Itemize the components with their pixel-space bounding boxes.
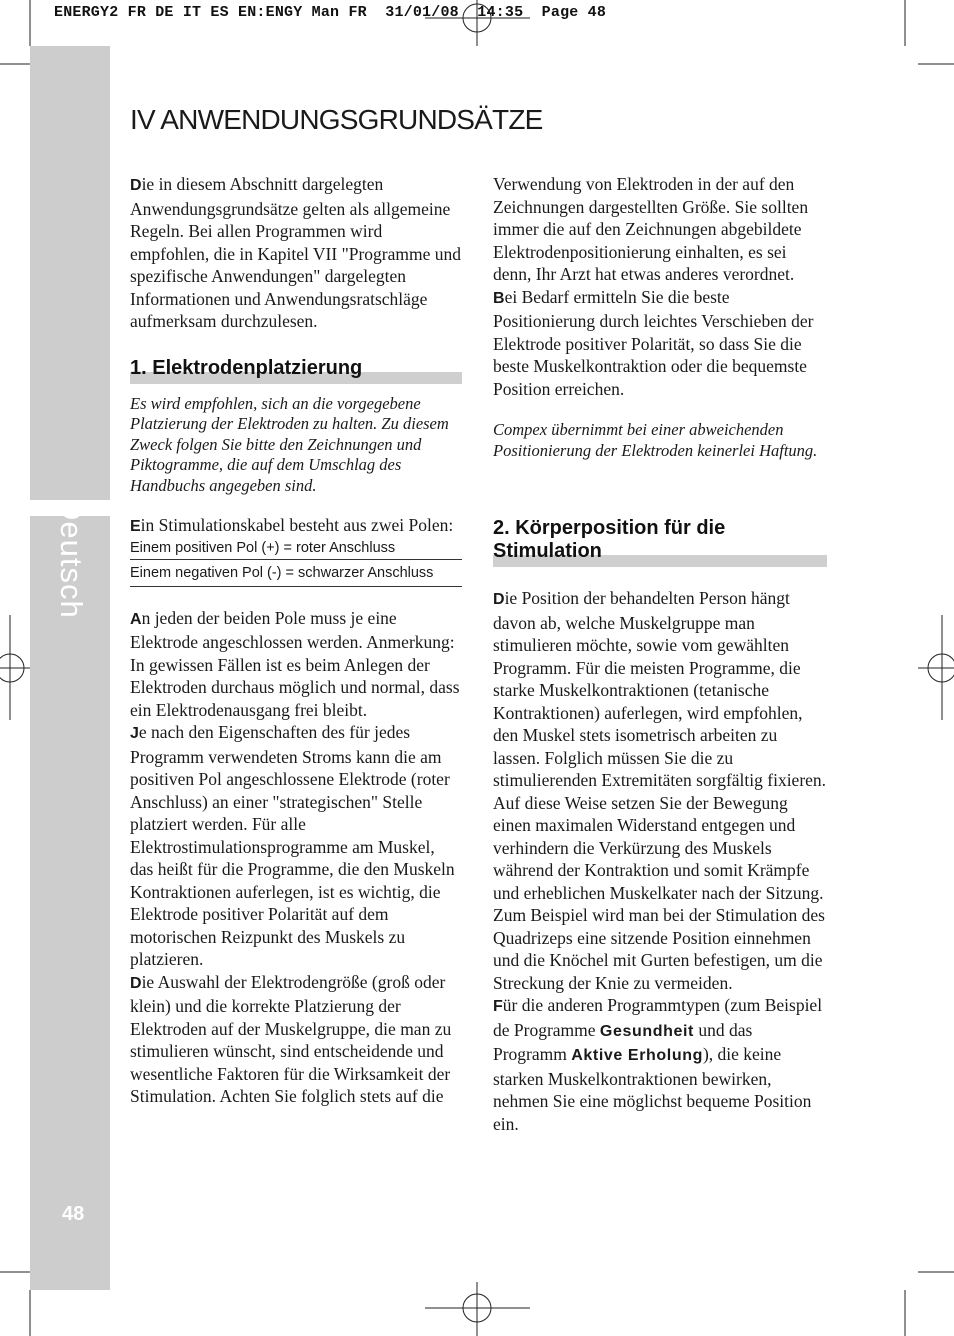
language-label: Deutsch (54, 498, 89, 619)
paragraph-j: Je nach den Eigenschaften des für jedes Programm verwendeten Stroms kann die am positiven Pol angeschlossene Elektrode (roter Anschluss) an einer "strategischen" Stelle platziert werden. Für alle Elektrostimulationsprogramme am Muskel, das heißt für die Programme, die den Muskeln Kontraktionen auferlegen, ist es wichtig, die Elektrode positiver Polarität auf dem motorischen Reizpunkt des Muskels zu platzieren. (130, 722, 455, 969)
right-column (493, 173, 827, 1135)
pole-negative-row: Einem negativen Pol (-) = schwarzer Anschluss (130, 562, 462, 587)
page-title: IV ANWENDUNGSGRUNDSÄTZE (130, 104, 543, 135)
page-number: 48 (62, 1203, 85, 1225)
drop-initial: D (493, 591, 505, 608)
section-heading-body-position: 2. Körperposition für die Stimulation (493, 517, 827, 563)
placement-note: Es wird empfohlen, sich an die vorgegebene Platzierung der Elektroden zu halten. Zu diesem Zweck folgen Sie bitte den Zeichnungen und Piktogramme, die auf dem Umschlag des Handbuchs angegeben sind. (130, 393, 449, 495)
print-slug: ENERGY2 FR DE IT ES EN:ENGY Man FR 31/01/08 14:35 Page 48 (54, 4, 607, 21)
program-name-active-recovery: Aktive Erholung (571, 1047, 703, 1064)
continued-paragraph: Verwendung von Elektroden in der auf den Zeichnungen dargestellten Größe. Sie sollten immer die auf den Zeichnungen abgebildete Elektrodenpositionierung einhalten, es sei denn, Ihr Arzt hat etwas anderes verordnet. (493, 174, 809, 284)
left-column (130, 173, 462, 1108)
cable-paragraph: Ein Stimulationskabel besteht aus zwei Polen: (130, 515, 454, 535)
paragraph-d2: Die Position der behandelten Person hängt davon ab, welche Muskelgruppe man stimulieren möchte, sowie vom gewählten Programm. Für die meisten Programme, die starke Muskelkontraktionen (tetanische Kontraktionen) auferlegen, wird empfohlen, den Muskel stets isometrisch arbeiten zu lassen. Folglich müssen Sie die zu stimulierenden Extremitäten sorgfältig fixieren. Auf diese Weise setzen Sie der Bewegung einen maximalen Widerstand entgegen und verhindern die Verkürzung des Muskels während der Kontraktion und somit Krämpfe und erheblichen Muskelkater nach der Sitzung. Zum Beispiel wird man bei der Stimulation des Quadrizeps eine sitzende Position einnehmen und die Knöchel mit Gurten befestigen, um die Streckung der Knie zu vermeiden. (493, 588, 827, 993)
drop-initial: B (493, 289, 505, 307)
drop-initial: A (130, 610, 142, 628)
drop-initial: D (130, 974, 142, 992)
drop-initial: J (130, 725, 139, 742)
drop-initial: F (493, 998, 503, 1015)
pole-positive-row: Einem positiven Pol (+) = roter Anschluss (130, 539, 462, 560)
paragraph-d: Die Auswahl der Elektrodengröße (groß oder klein) und die korrekte Platzierung der Elektroden auf der Muskelgruppe, die man zu stimulieren wünscht, sind entscheidende und wesentliche Faktoren für die Wirksamkeit der Stimulation. Achten Sie folglich stets auf die (130, 971, 452, 1106)
paragraph-f: Für die anderen Programmtypen (zum Beispiel de Programme Gesundheit und das Programm Aktive Erholung), die keine starken Muskelkontraktionen bewirken, nehmen Sie eine möglichst bequeme Position ein. (493, 995, 823, 1134)
program-name-health: Gesundheit (599, 1022, 694, 1040)
section-heading-electrode-placement: 1. Elektrodenplatzierung (130, 357, 462, 380)
intro-paragraph: Die in diesem Abschnitt dargelegten Anwendungsgrundsätze gelten als allgemeine Regeln. Bei allen Programmen wird empfohlen, die in Kapitel VII "Programme und spezifische Anwendungen" dargelegten Informationen und Anwendungsratschläge aufmerksam durchzulesen. (130, 174, 461, 331)
drop-initial: E (130, 518, 141, 535)
language-sidebar (30, 46, 110, 1290)
liability-note: Compex übernimmt bei einer abweichenden Positionierung der Elektroden keinerlei Haftung. (493, 420, 818, 460)
paragraph-b: Bei Bedarf ermitteln Sie die beste Positionierung durch leichtes Verschieben der Elektrode positiver Polarität, so dass Sie die beste Muskelkontraktion oder die bequemste Position erreichen. (493, 286, 814, 399)
drop-initial: D (130, 177, 142, 194)
paragraph-a: An jeden der beiden Pole muss je eine Elektrode angeschlossen werden. Anmerkung: In gewissen Fällen ist es beim Anlegen der Elektroden durchaus möglich und normal, dass ein Elektrodenausgang frei bleibt. (130, 607, 460, 720)
